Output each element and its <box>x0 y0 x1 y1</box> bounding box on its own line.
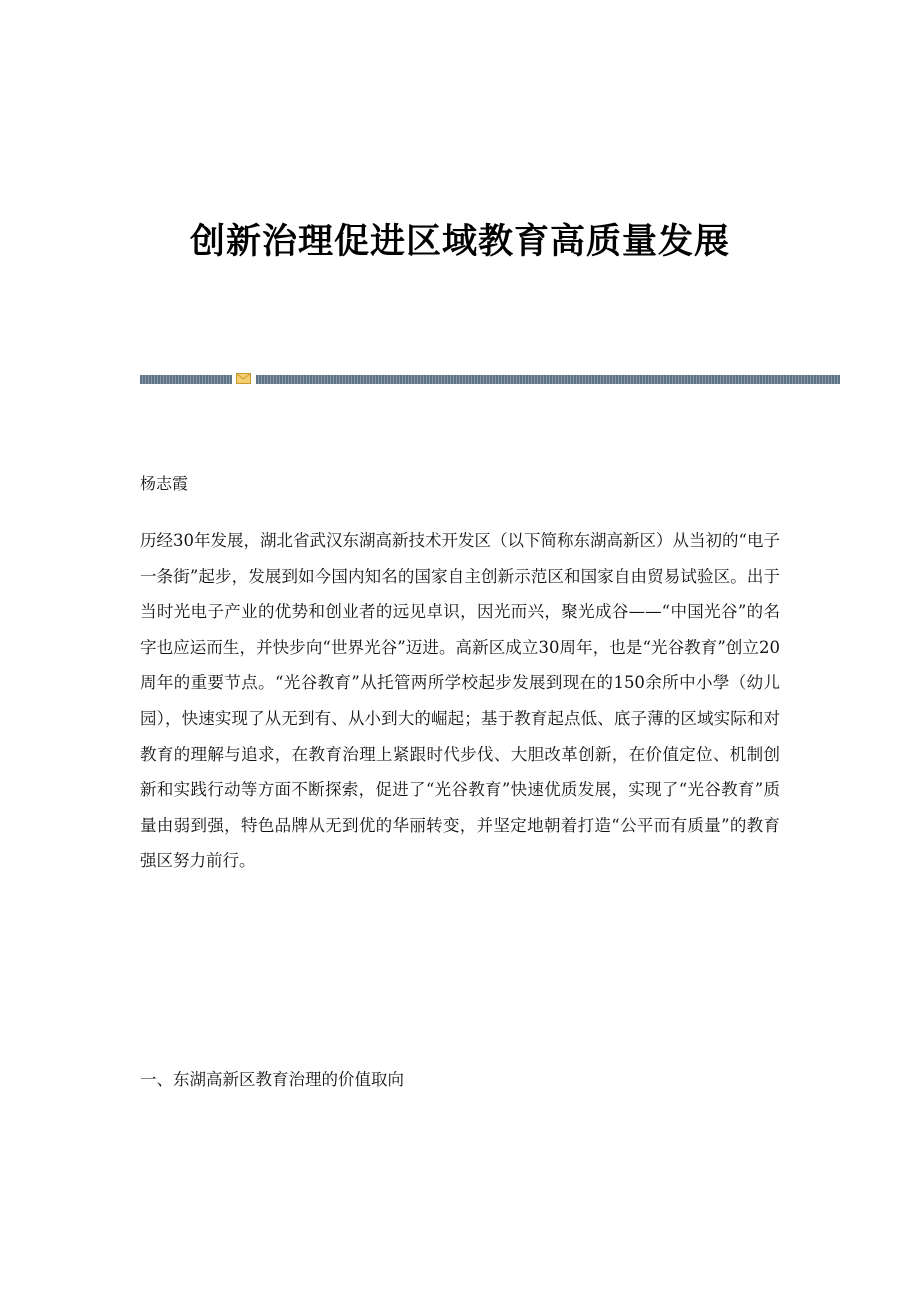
title-divider <box>140 375 840 384</box>
section-heading: 一、东湖高新区教育治理的价值取向 <box>140 1070 404 1089</box>
divider-bar-right <box>256 375 840 384</box>
document-title: 创新治理促进区域教育高质量发展 <box>189 221 730 262</box>
divider-bar-left <box>140 375 232 384</box>
body-paragraph: 历经30年发展，湖北省武汉东湖高新技术开发区（以下简称东湖高新区）从当初的“电子一条街”起步，发展到如今国内知名的国家自主创新示范区和国家自由贸易试验区。出于当时光电子产业的优势和创业者的远见卓识，因光而兴，聚光成谷——“中国光谷”的名字也应运而生，并快步向“世界光谷”迈进。高新区成立30周年，也是“光谷教育”创立20周年的重要节点。“光谷教育”从托管两所学校起步发展到现在的150余所中小學（幼儿园），快速实现了从无到有、从小到大的崛起；基于教育起点低、底子薄的区域实际和对教育的理解与追求，在教育治理上紧跟时代步伐、大胆改革创新，在价值定位、机制创新和实践行动等方面不断探索，促进了“光谷教育”快速优质发展，实现了“光谷教育”质量由弱到强，特色品牌从无到优的华丽转变，并坚定地朝着打造“公平而有质量”的教育强区努力前行。 <box>140 531 780 871</box>
author-name: 杨志霞 <box>140 474 189 493</box>
envelope-icon <box>236 373 251 384</box>
